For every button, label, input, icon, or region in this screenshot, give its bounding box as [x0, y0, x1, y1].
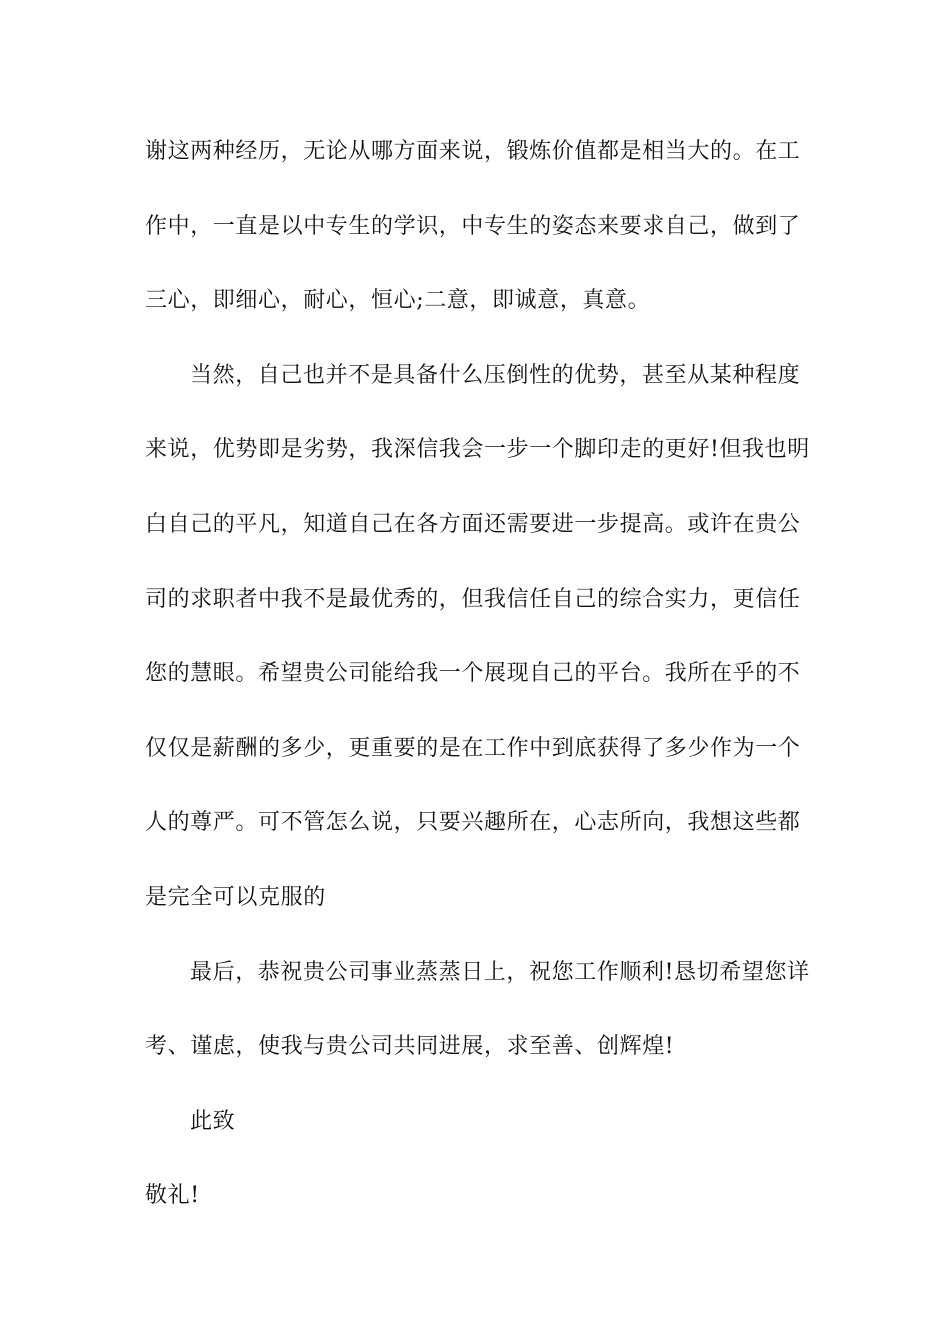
text-line: 您的慧眼。希望贵公司能给我一个展现自己的平台。我所在乎的不	[145, 661, 801, 686]
text-line: 仅仅是薪酬的多少，更重要的是在工作中到底获得了多少作为一个	[145, 736, 801, 761]
text-line: 司的求职者中我不是最优秀的，但我信任自己的综合实力，更信任	[145, 587, 801, 612]
text-line: 是完全可以克服的	[145, 885, 326, 910]
text-line: 作中，一直是以中专生的学识，中专生的姿态来要求自己，做到了	[145, 214, 801, 239]
text-line: 白自己的平凡，知道自己在各方面还需要进一步提高。或许在贵公	[145, 512, 801, 537]
text-line: 三心，即细心，耐心，恒心;二意，即诚意，真意。	[145, 288, 651, 313]
paragraph-start-line: 当然，自己也并不是具备什么压倒性的优势，甚至从某种程度	[190, 363, 801, 388]
salutation-line: 敬礼!	[145, 1183, 200, 1208]
text-line: 考、谨虑，使我与贵公司共同进展，求至善、创辉煌!	[145, 1034, 675, 1059]
text-line: 人的尊严。可不管怎么说，只要兴趣所在，心志所向，我想这些都	[145, 810, 801, 835]
paragraph-start-line: 最后，恭祝贵公司事业蒸蒸日上，祝您工作顺利!恳切希望您详	[190, 960, 810, 985]
closing-line: 此致	[190, 1109, 236, 1134]
text-line: 谢这两种经历，无论从哪方面来说，锻炼价值都是相当大的。在工	[145, 139, 801, 164]
text-line: 来说，优势即是劣势，我深信我会一步一个脚印走的更好!但我也明	[145, 437, 810, 462]
